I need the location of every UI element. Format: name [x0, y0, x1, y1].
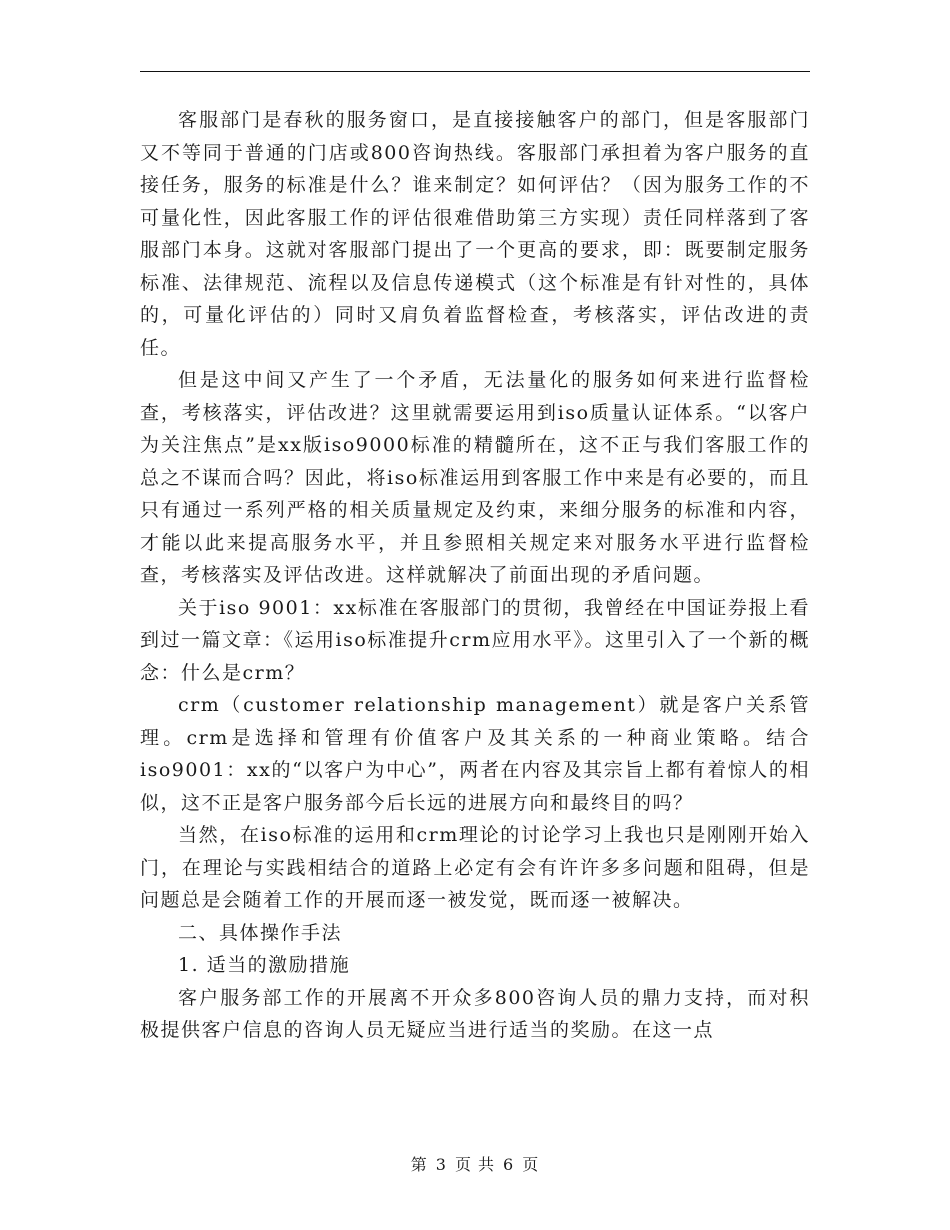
page-number-current: 3	[435, 1155, 447, 1174]
footer-prefix: 第	[410, 1155, 428, 1174]
section-heading-operations: 二、具体操作手法	[178, 921, 343, 944]
document-body	[140, 104, 810, 1047]
paragraph-iso9001-article: 关于iso 9001：xx标准在客服部门的贯彻，我曾经在中国证券报上看到过一篇文章：《运用iso标准提升crm应用水平》。这里引入了一个新的概念：什么是crm？	[140, 596, 811, 684]
paragraph-iso-contradiction: 但是这中间又产生了一个矛盾，无法量化的服务如何来进行监督检查，考核落实，评估改进？这里就需要运用到iso质量认证体系。“以客户为关注焦点”是xx版iso9000标准的精髓所在，这不正与我们客服工作的总之不谋而合吗？因此，将iso标准运用到客服工作中来是有必要的，而且只有通过一系列严格的相关质量规定及约束，来细分服务的标准和内容，才能以此来提高服务水平，并且参照相关规定来对服务水平进行监督检查，考核落实及评估改进。这样就解决了前面出现的矛盾问题。	[140, 369, 810, 586]
subsection-heading-incentives: 1. 适当的激励措施	[178, 954, 351, 976]
page-number-total: 6	[503, 1155, 515, 1174]
page-footer	[0, 1152, 950, 1175]
paragraph-customer-service-role: 客服部门是春秋的服务窗口，是直接接触客户的部门，但是客服部门又不等同于普通的门店或800咨询热线。客服部门承担着为客户服务的直接任务，服务的标准是什么？谁来制定？如何评估？（因为服务工作的不可量化性，因此客服工作的评估很难借助第三方实现）责任同样落到了客服部门本身。这就对客服部门提出了一个更高的要求，即：既要制定服务标准、法律规范、流程以及信息传递模式（这个标准是有针对性的，具体的，可量化评估的）同时又肩负着监督检查，考核落实，评估改进的责任。	[140, 109, 810, 359]
paragraph-crm-definition: crm（customer relationship management）就是客户关系管理。crm是选择和管理有价值客户及其关系的一种商业策略。结合iso9001：xx的“以客户为中心”，两者在内容及其宗旨上都有着惊人的相似，这不正是客户服务部今后长远的进展方向和最终目的吗？	[140, 694, 810, 814]
header-rule	[140, 71, 810, 72]
paragraph-learning: 当然，在iso标准的运用和crm理论的讨论学习上我也只是刚刚开始入门，在理论与实践相结合的道路上必定有会有许许多多问题和阻碍，但是问题总是会随着工作的开展而逐一被发觉，既而逐一被解决。	[140, 824, 810, 911]
paragraph-incentives: 客户服务部工作的开展离不开众多800咨询人员的鼎力支持，而对积极提供客户信息的咨询人员无疑应当进行适当的奖励。在这一点	[140, 986, 810, 1041]
footer-suffix: 页	[522, 1155, 540, 1174]
footer-mid: 页 共	[454, 1155, 496, 1174]
